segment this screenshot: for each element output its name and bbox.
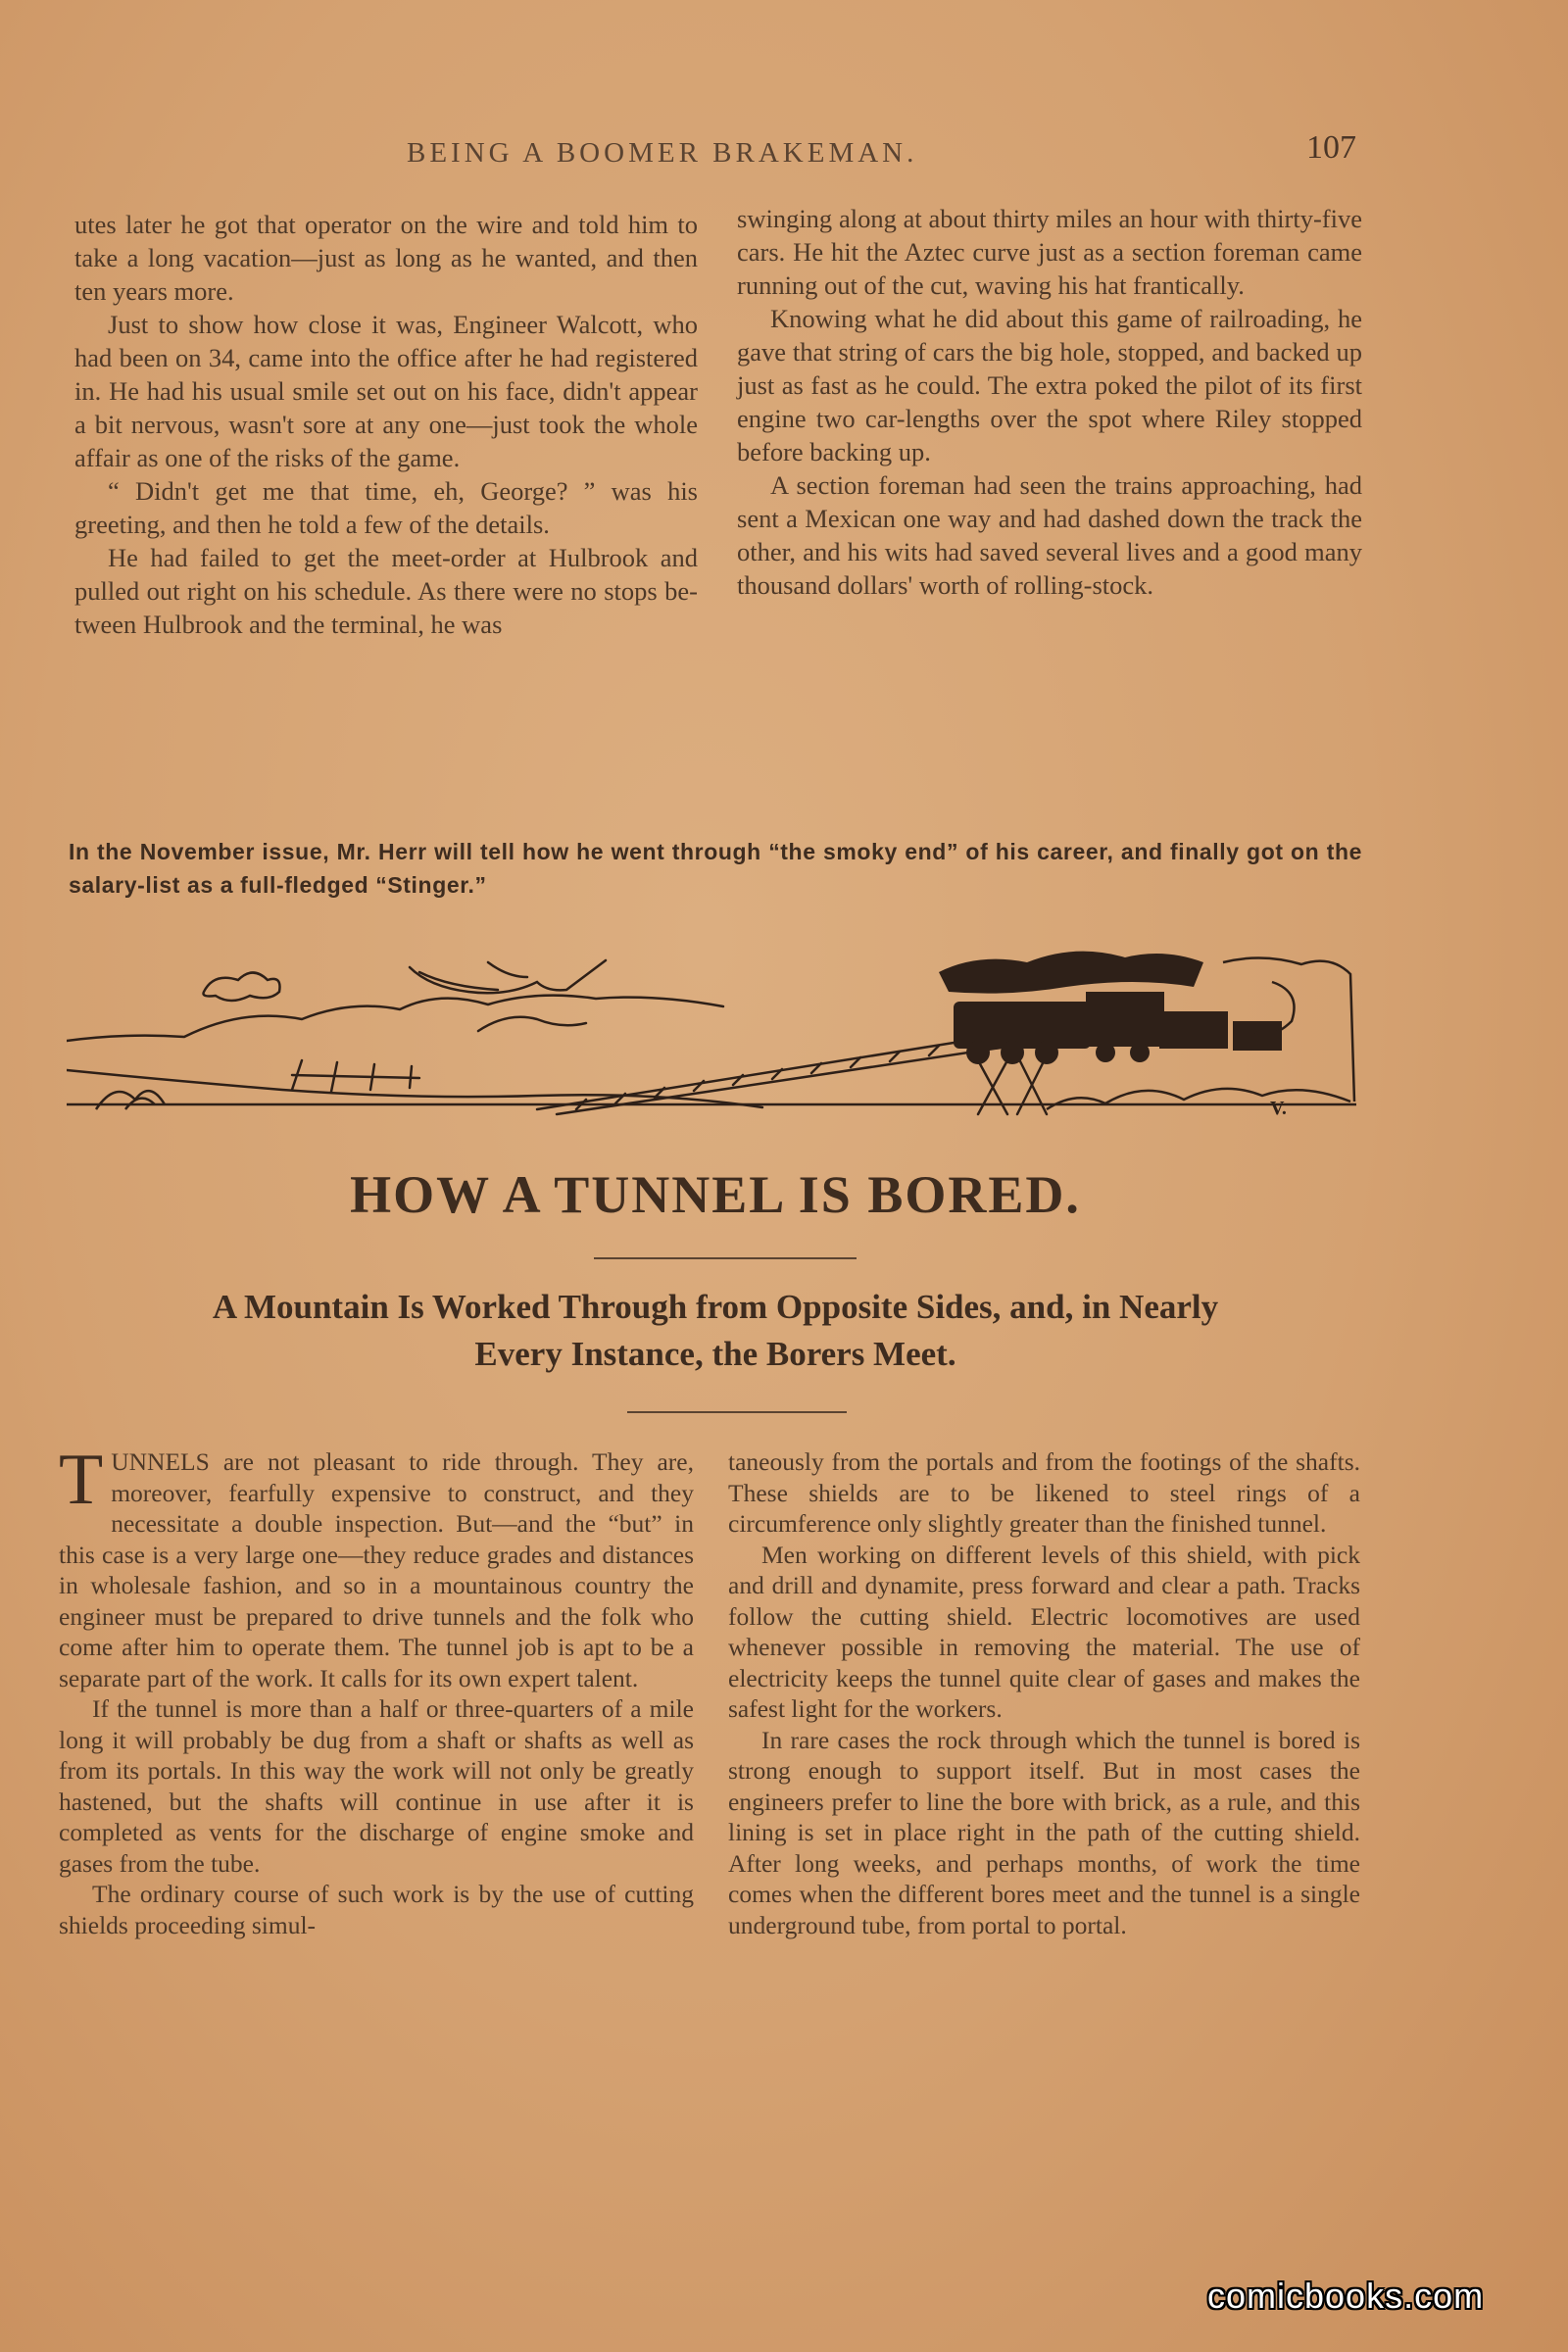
subtitle-divider xyxy=(627,1411,847,1413)
paragraph: Knowing what he did about this game of railroading, he gave that string of cars the big hole, stopped, and backed up just as fast as he could. The extra poked the pilot of its first engine two car-lengths over the spot where Riley stopped before backing up. xyxy=(737,304,1362,466)
paragraph-text: UNNELS are not pleasant to ride through. They are, moreover, fearfully expensive to construct, and they necessitate a double inspection. But—and the “but” in this case is a very large one—they reduce grades and distances in wholesale fashion, and so in a mountainous country the engineer must be prepared to drive tunnels and the folk who come after him to operate them. The tunnel job is apt to be a separate part of the work. It calls for its own expert talent. xyxy=(59,1447,694,1692)
article-title: HOW A TUNNEL IS BORED. xyxy=(350,1165,1081,1224)
article-two-right-column xyxy=(728,1446,1360,1940)
illustration-signature: V. xyxy=(1270,1098,1287,1119)
article-two-left-column xyxy=(59,1440,694,1940)
subtitle-line: Every Instance, the Borers Meet. xyxy=(474,1335,956,1373)
paragraph: “ Didn't get me that time, eh, George? ” was his greeting, and then he told a few of the details. xyxy=(74,476,698,539)
page-number: 107 xyxy=(1306,129,1356,166)
site-watermark: comicbooks.com xyxy=(1207,2276,1485,2316)
next-issue-notice: In the November issue, Mr. Herr will tell how he went through “the smoky end” of his career, and finally got on the salary-list as a full-fledged “Stinger.” xyxy=(69,839,1362,898)
paragraph: swinging along at about thirty miles an hour with thirty-five cars. He hit the Aztec curve just as a section foreman came running out of the cut, waving his hat frantically. xyxy=(737,204,1362,300)
drop-cap: T xyxy=(59,1440,104,1520)
paragraph: A section foreman had seen the trains approaching, had sent a Mexican one way and had dashed down the track the other, and his wits had saved several lives and a good many thousand dollars' worth of rolling-stock. xyxy=(737,470,1362,600)
paragraph: utes later he got that operator on the wire and told him to take a long vacation—just as long as he wanted, and then ten years more. xyxy=(74,210,698,306)
running-head: BEING A BOOMER BRAKEMAN. xyxy=(407,137,918,169)
subtitle-line: A Mountain Is Worked Through from Opposite Sides, and, in Nearly xyxy=(212,1288,1219,1326)
paragraph xyxy=(59,1440,694,1693)
paragraph: taneously from the portals and from the footings of the shafts. These shields are to be likened to steel rings of a circumference only slightly greater than the finished tunnel. xyxy=(728,1447,1360,1538)
title-divider xyxy=(594,1257,857,1259)
paragraph: The ordinary course of such work is by the use of cutting shields proceeding simul- xyxy=(59,1880,694,1939)
train-landscape-illustration xyxy=(67,943,1356,1129)
paragraph: Just to show how close it was, Engineer Walcott, who had been on 34, came into the office after he had registered in. He had his usual smile set out on his face, didn't appear a bit nervous, wasn't sore at any one—just took the whole affair as one of the risks of the game. xyxy=(74,310,698,472)
article-subtitle xyxy=(59,1284,1372,1378)
page-header xyxy=(0,129,1568,178)
article-one-left-column xyxy=(74,208,698,641)
paragraph: In rare cases the rock through which the tunnel is bored is strong enough to support itself. But in most cases the engineers prefer to line the bore with brick, as a rule, and this lining is set in place right in the path of the cutting shield. After long weeks, and perhaps months, of work the time comes when the different bores meet and the tunnel is a single underground tube, from portal to portal. xyxy=(728,1725,1360,1939)
paragraph: He had failed to get the meet-order at Hulbrook and pulled out right on his schedule. As there were no stops between Hulbrook and the terminal, he was xyxy=(74,543,698,639)
paragraph: Men working on different levels of this shield, with pick and drill and dynamite, press forward and clear a path. Tracks follow the cutting shield. Electric locomotives are used whenever possible in removing the material. The use of electricity keeps the tunnel quite clear of gases and makes the safest light for the workers. xyxy=(728,1540,1360,1723)
paragraph: If the tunnel is more than a half or three-quarters of a mile long it will probably be dug from a shaft or shafts as well as from its portals. In this way the work will not only be greatly hastened, but the shafts will continue in use after it is completed as vents for the discharge of engine smoke and gases from the tube. xyxy=(59,1694,694,1878)
article-one-right-column xyxy=(737,202,1362,602)
